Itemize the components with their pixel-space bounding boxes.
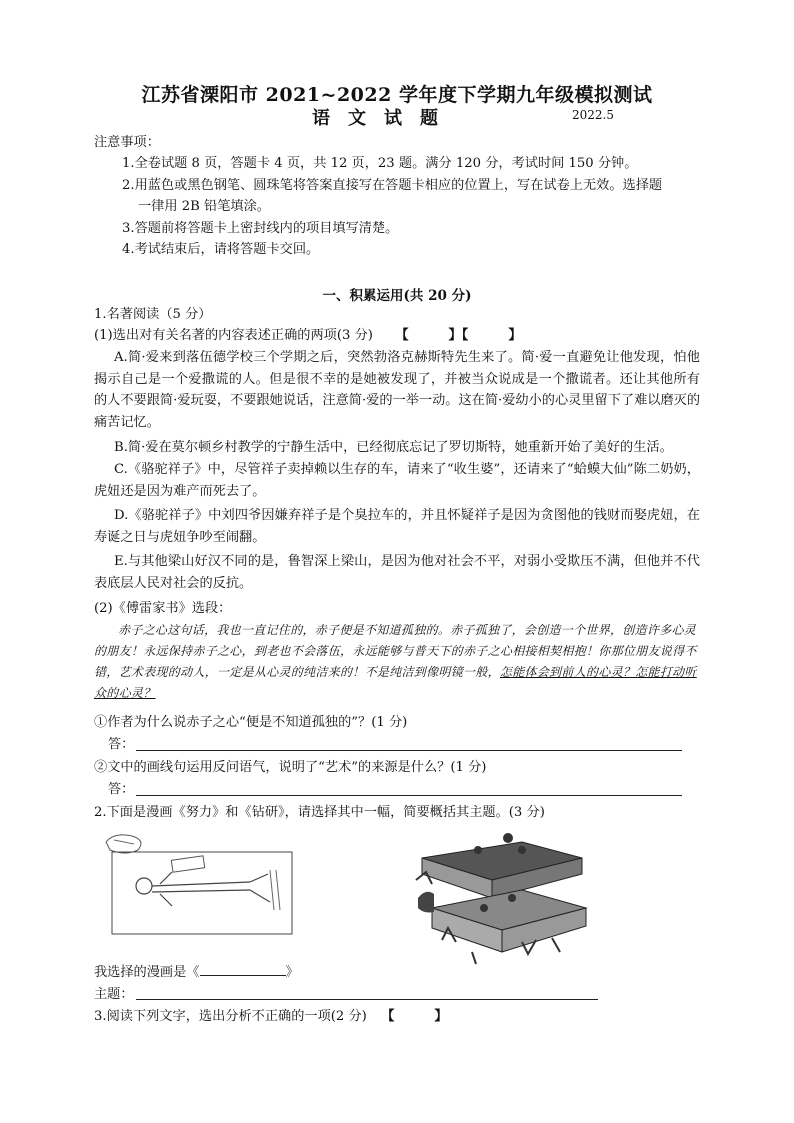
answer-bracket: 【 bbox=[381, 1009, 395, 1024]
notice-item: 2.用蓝色或黑色钢笔、圆珠笔将答案直接写在答题卡相应的位置上，写在试卷上无效。选择题 bbox=[122, 178, 663, 193]
answer-line[interactable] bbox=[136, 750, 682, 751]
excerpt-text bbox=[94, 620, 700, 704]
circled-number: ② bbox=[94, 760, 108, 775]
cartoon-choice bbox=[94, 962, 299, 984]
theme-answer-line[interactable] bbox=[136, 999, 598, 1000]
theme-label: 主题： bbox=[94, 987, 134, 1002]
excerpt-cont: 般， bbox=[475, 665, 500, 679]
question-prompt bbox=[94, 325, 522, 347]
notice-heading: 注意事项： bbox=[94, 135, 160, 150]
excerpt-plain: 赤子之心这句话，我也一直记住的，赤子便是不知道孤独的。赤子孤独了，会创造一个世界，创造许多心灵的朋友！永远保持赤子之心，到老也不会落伍，永远能够与普天下的赤子之心相接相契相抱！你那位朋友说得不错，艺术表现的动人，一定是从心灵的纯洁来的！不是纯洁到像明镜一 bbox=[94, 623, 697, 679]
notice-item: 1.全卷试题 8 页，答题卡 4 页，共 12 页，23 题。满分 120 分，考试时间 150 分钟。 bbox=[122, 156, 638, 171]
subquestion-prompt: (2)《傅雷家书》选段： bbox=[94, 601, 232, 616]
cartoon-effort-image bbox=[100, 830, 300, 940]
answer-line[interactable] bbox=[136, 795, 682, 796]
option-d: D.《骆驼祥子》中刘四爷因嫌弃祥子是个臭拉车的，并且怀疑祥子是因为贪图他的钱财而娶虎妞，在寿诞之日与虎妞争吵至闹翻。 bbox=[94, 508, 700, 545]
answer-bracket: 【 bbox=[395, 328, 409, 343]
excerpt-underlined: 怎能体会到前人的心灵？怎能打动听众的心灵？ bbox=[94, 665, 697, 700]
answer-label: 答： bbox=[108, 737, 135, 752]
option-b: B.简·爱在莫尔顿乡村教学的宁静生活中，已经彻底忘记了罗切斯特，她重新开始了美好的生活。 bbox=[114, 440, 673, 455]
subquestion-text: 文中的画线句运用反问语气，说明了“艺术”的来源是什么？(1 分) bbox=[107, 760, 487, 775]
page-title: 江苏省溧阳市 2021~2022 学年度下学期九年级模拟测试 bbox=[141, 84, 653, 106]
prompt-text: (1)选出对有关名著的内容表述正确的两项(3 分) bbox=[94, 328, 373, 343]
option-c: C.《骆驼祥子》中，尽管祥子卖掉赖以生存的车，请来了“收生婆”，还请来了“蛤蟆大仙”陈二奶奶，虎妞还是因为难产而死去了。 bbox=[94, 462, 700, 499]
answer-bracket: 】 bbox=[508, 328, 522, 343]
notice-item: 3.答题前将答题卡上密封线内的项目填写清楚。 bbox=[122, 221, 399, 236]
subquestion-text: 作者为什么说赤子之心“便是不知道孤独的”？(1 分) bbox=[107, 715, 408, 730]
answer-label: 答： bbox=[108, 782, 135, 797]
circled-number: ① bbox=[94, 715, 108, 730]
notice-item: 4.考试结束后，请将答题卡交回。 bbox=[122, 242, 320, 257]
subquestion-1 bbox=[94, 712, 407, 734]
notice-item: 一律用 2B 铅笔填涂。 bbox=[138, 199, 270, 214]
subject-title: 语文试题 bbox=[312, 108, 456, 129]
subquestion-2 bbox=[94, 757, 486, 779]
answer-bracket: 】 bbox=[434, 1009, 448, 1024]
option-e: E.与其他梁山好汉不同的是，鲁智深上梁山，是因为他对社会不平，对弱小受欺压不满，但他并不代表底层人民对社会的反抗。 bbox=[94, 554, 700, 591]
choice-blank[interactable] bbox=[200, 962, 286, 976]
choice-label: 我选择的漫画是《 bbox=[94, 965, 200, 980]
question-heading: 1.名著阅读（5 分） bbox=[94, 307, 212, 322]
cartoon-study-image bbox=[412, 828, 594, 968]
choice-close: 》 bbox=[285, 965, 299, 980]
question-prompt bbox=[94, 1006, 448, 1028]
answer-bracket: 】【 bbox=[448, 328, 469, 343]
option-a: A.简·爱来到落伍德学校三个学期之后，突然勃洛克赫斯特先生来了。简·爱一直避免让他发现，怕他揭示自己是一个爱撒谎的人。但是很不幸的是她被发现了，并被当众说成是一个撒谎者。还让其他所有的人不要跟简·爱玩耍，不要跟她说话，注意简·爱的一举一动。这在简·爱幼小的心灵里留下了难以磨灭的痛苦记忆。 bbox=[94, 350, 701, 430]
question-prompt: 2.下面是漫画《努力》和《钻研》，请选择其中一幅，简要概括其主题。(3 分) bbox=[94, 805, 545, 820]
prompt-text: 3.阅读下列文字，选出分析不正确的一项(2 分) bbox=[94, 1009, 367, 1024]
section-title: 一、积累运用(共 20 分) bbox=[322, 288, 472, 304]
exam-date: 2022.5 bbox=[572, 108, 614, 122]
